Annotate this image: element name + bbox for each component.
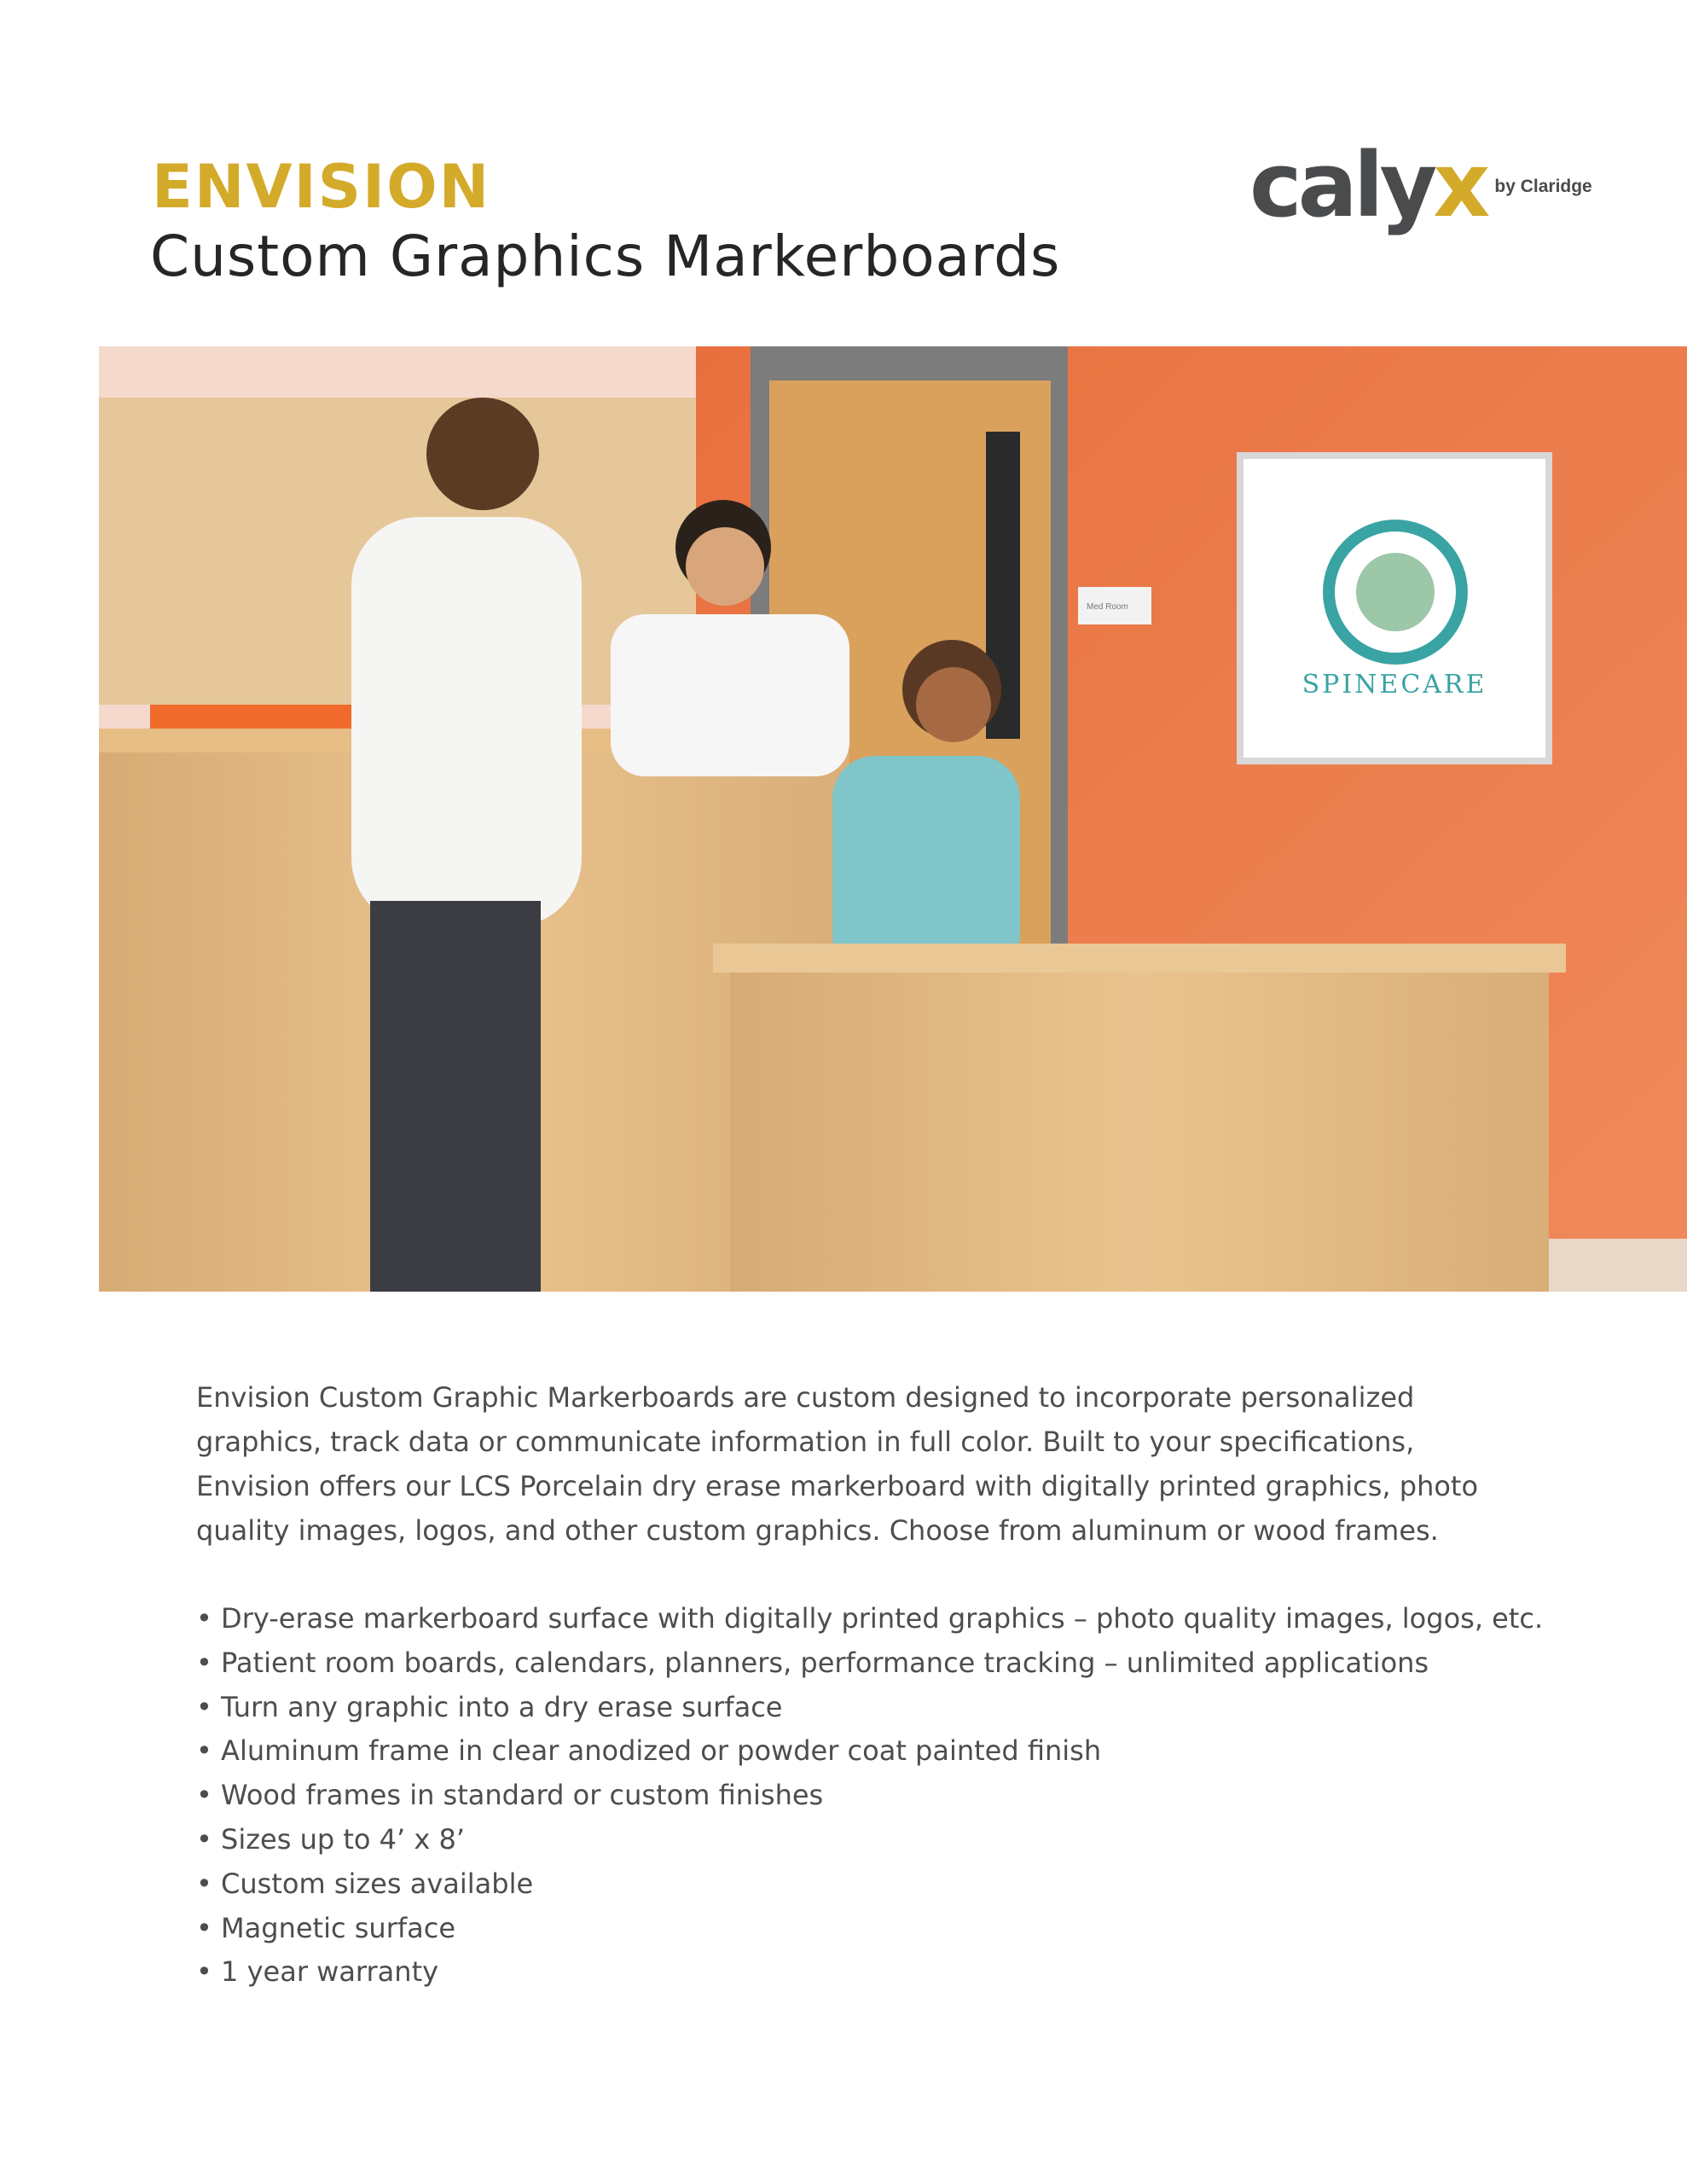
hero-photo [99, 346, 1687, 1292]
feature-item: • Dry-erase markerboard surface with digitally printed graphics – photo quality images, logos, etc. [196, 1597, 1543, 1641]
reception-desk-scene [99, 346, 1687, 1292]
patient-jeans [370, 901, 541, 1292]
doctor-coat [611, 614, 849, 776]
spinecare-sign-text: SPINECARE [1301, 670, 1487, 700]
feature-item: • Patient room boards, calendars, planners, performance tracking – unlimited applications [196, 1641, 1543, 1686]
patient-shirt [351, 517, 582, 926]
door-plate-text: Med Room [1087, 602, 1128, 612]
feature-item: • Magnetic surface [196, 1907, 1543, 1951]
calyx-logo-byline: by Claridge [1494, 177, 1592, 196]
feature-item: • Sizes up to 4’ x 8’ [196, 1818, 1543, 1862]
patient-hair [426, 398, 539, 510]
feature-item: • Turn any graphic into a dry erase surface [196, 1686, 1543, 1730]
calyx-logo-word: caly [1249, 133, 1434, 237]
feature-list [196, 1597, 1543, 1995]
nurse-face [916, 667, 991, 742]
doctor-face [686, 527, 764, 606]
front-counter-top [713, 944, 1566, 973]
feature-item: • 1 year warranty [196, 1950, 1543, 1995]
calyx-logo [1249, 133, 1592, 237]
page-title: Custom Graphics Markerboards [150, 224, 1061, 289]
floor [1537, 1239, 1687, 1292]
feature-item: • Wood frames in standard or custom finishes [196, 1774, 1543, 1818]
feature-item: • Aluminum frame in clear anodized or powder coat painted finish [196, 1729, 1543, 1774]
calyx-logo-x: x [1433, 133, 1487, 237]
reception-desk-front [730, 973, 1549, 1292]
calyx-logo-wordmark [1249, 133, 1487, 237]
product-eyebrow: ENVISION [152, 152, 491, 222]
spine-logo-figure [1356, 553, 1435, 631]
feature-item: • Custom sizes available [196, 1862, 1543, 1907]
intro-paragraph: Envision Custom Graphic Markerboards are custom designed to incorporate personalized graphics, track data or communicate information in full color. Built to your specifications, Envision offers our LCS Porcelain dry erase markerboard with digitally printed graphics, photo quality images, logos, and other custom graphics. Choose from aluminum or wood frames. [196, 1381, 1479, 1547]
